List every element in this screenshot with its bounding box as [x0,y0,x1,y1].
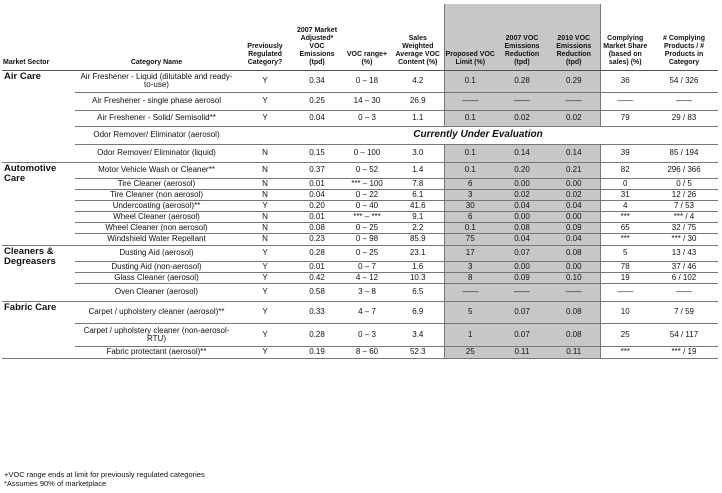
complying-count-cell: 0 / 5 [650,178,718,189]
category-name-cell: Air Freshener - single phase aerosol [75,92,238,110]
avg-voc-cell: 1.1 [392,110,444,126]
complying-count-cell: 54 / 117 [650,323,718,346]
reduction-2010-cell: 0.00 [548,261,600,272]
avg-voc-cell: 26.9 [392,92,444,110]
proposed-limit-cell: 6 [444,178,496,189]
regulated-cell: N [238,222,292,233]
reduction-2010-cell: 0.09 [548,222,600,233]
complying-count-cell: 29 / 83 [650,110,718,126]
voc-range-cell: 0 – 98 [342,233,392,245]
complying-count-cell: *** / 4 [650,211,718,222]
voc-2007-cell: 0.19 [292,346,342,358]
reduction-2007-cell: 0.00 [496,178,548,189]
voc-2007-cell: 0.04 [292,189,342,200]
table-row [2,144,718,162]
avg-voc-cell: 2.2 [392,222,444,233]
header-proposed-limit: Proposed VOC Limit (%) [444,4,496,70]
reduction-2010-cell: 0.02 [548,189,600,200]
table-row [2,301,718,323]
reduction-2007-cell: 0.04 [496,233,548,245]
voc-2007-cell: 0.15 [292,144,342,162]
proposed-limit-cell: 75 [444,233,496,245]
voc-2007-cell: 0.28 [292,245,342,261]
voc-2007-cell: 0.23 [292,233,342,245]
regulated-cell: N [238,144,292,162]
reduction-2010-cell: 0.04 [548,233,600,245]
avg-voc-cell: 10.3 [392,272,444,283]
proposed-limit-cell: 5 [444,301,496,323]
complying-count-cell: *** / 19 [650,346,718,358]
category-name-cell: Oven Cleaner (aerosol) [75,283,238,301]
voc-range-cell: 0 – 25 [342,245,392,261]
proposed-limit-cell: —— [444,92,496,110]
category-name-cell: Odor Remover/ Eliminator (aerosol) [75,126,238,144]
proposed-limit-cell: 8 [444,272,496,283]
avg-voc-cell: 7.8 [392,178,444,189]
table-row [2,70,718,92]
proposed-limit-cell: 0.1 [444,222,496,233]
header-category-name: Category Name [75,4,238,70]
regulated-cell: Y [238,110,292,126]
avg-voc-cell: 1.4 [392,162,444,178]
reduction-2007-cell: 0.11 [496,346,548,358]
voc-range-cell: 0 – 3 [342,110,392,126]
voc-2007-cell: 0.01 [292,211,342,222]
market-share-cell: 25 [600,323,650,346]
regulated-cell: N [238,211,292,222]
table-row [2,272,718,283]
voc-table-container [2,4,718,488]
under-evaluation-cell: Currently Under Evaluation [238,126,718,144]
voc-2007-cell: 0.28 [292,323,342,346]
market-share-cell: 65 [600,222,650,233]
voc-range-cell: *** – 100 [342,178,392,189]
avg-voc-cell: 3.4 [392,323,444,346]
proposed-limit-cell: 25 [444,346,496,358]
avg-voc-cell: 3.0 [392,144,444,162]
table-row [2,283,718,301]
table-row [2,189,718,200]
voc-2007-cell: 0.20 [292,200,342,211]
category-name-cell: Tire Cleaner (aerosol) [75,178,238,189]
table-row [2,126,718,144]
proposed-limit-cell: 6 [444,211,496,222]
category-name-cell: Carpet / upholstery cleaner (non-aerosol-RTU) [75,323,238,346]
complying-count-cell: 32 / 75 [650,222,718,233]
market-sector-cell: Automotive Care [2,162,75,245]
reduction-2010-cell: 0.00 [548,178,600,189]
reduction-2010-cell: 0.08 [548,245,600,261]
reduction-2007-cell: 0.07 [496,323,548,346]
table-row [2,162,718,178]
regulated-cell: Y [238,92,292,110]
proposed-limit-cell: 0.1 [444,70,496,92]
complying-count-cell: —— [650,92,718,110]
voc-2007-cell: 0.33 [292,301,342,323]
table-row [2,211,718,222]
complying-count-cell: 7 / 59 [650,301,718,323]
complying-count-cell: 54 / 326 [650,70,718,92]
category-name-cell: Wheel Cleaner (non aerosol) [75,222,238,233]
reduction-2010-cell: 0.29 [548,70,600,92]
reduction-2007-cell: 0.02 [496,189,548,200]
category-name-cell: Fabric protectant (aerosol)** [75,346,238,358]
header-reduction-2007: 2007 VOC Emissions Reduction (tpd) [496,4,548,70]
reduction-2010-cell: 0.00 [548,211,600,222]
regulated-cell: Y [238,272,292,283]
voc-range-cell: 14 – 30 [342,92,392,110]
avg-voc-cell: 9.1 [392,211,444,222]
avg-voc-cell: 52.3 [392,346,444,358]
market-share-cell: 36 [600,70,650,92]
reduction-2010-cell: 0.11 [548,346,600,358]
market-sector-cell: Fabric Care [2,301,75,358]
market-share-cell: 19 [600,272,650,283]
avg-voc-cell: 85.9 [392,233,444,245]
avg-voc-cell: 6.5 [392,283,444,301]
category-name-cell: Motor Vehicle Wash or Cleaner** [75,162,238,178]
market-share-cell: *** [600,211,650,222]
footnote-marketplace: *Assumes 90% of marketplace [4,479,107,488]
voc-range-cell: *** – *** [342,211,392,222]
regulated-cell: N [238,178,292,189]
reduction-2010-cell: 0.08 [548,323,600,346]
category-name-cell: Dusting Aid (non-aerosol) [75,261,238,272]
category-name-cell: Wheel Cleaner (aerosol) [75,211,238,222]
market-share-cell: 39 [600,144,650,162]
regulated-cell: Y [238,200,292,211]
complying-count-cell: 6 / 102 [650,272,718,283]
regulated-cell: Y [238,283,292,301]
voc-2007-cell: 0.42 [292,272,342,283]
voc-2007-cell: 0.34 [292,70,342,92]
proposed-limit-cell: 17 [444,245,496,261]
complying-count-cell: 7 / 53 [650,200,718,211]
avg-voc-cell: 1.6 [392,261,444,272]
table-row [2,222,718,233]
market-share-cell: *** [600,233,650,245]
complying-count-cell: —— [650,283,718,301]
avg-voc-cell: 23.1 [392,245,444,261]
table-row [2,245,718,261]
avg-voc-cell: 6.9 [392,301,444,323]
reduction-2007-cell: 0.14 [496,144,548,162]
header-reduction-2010: 2010 VOC Emissions Reduction (tpd) [548,4,600,70]
reduction-2010-cell: 0.21 [548,162,600,178]
table-row [2,200,718,211]
voc-2007-cell: 0.04 [292,110,342,126]
voc-range-cell: 0 – 40 [342,200,392,211]
voc-range-cell: 0 – 18 [342,70,392,92]
category-name-cell: Odor Remover/ Eliminator (liquid) [75,144,238,162]
category-name-cell: Air Freshener - Liquid (dilutable and ready-to-use) [75,70,238,92]
table-row [2,346,718,358]
voc-range-cell: 0 – 3 [342,323,392,346]
regulated-cell: N [238,189,292,200]
table-row [2,261,718,272]
proposed-limit-cell: 30 [444,200,496,211]
reduction-2007-cell: 0.00 [496,211,548,222]
reduction-2010-cell: 0.10 [548,272,600,283]
voc-2007-cell: 0.08 [292,222,342,233]
avg-voc-cell: 6.1 [392,189,444,200]
voc-range-cell: 0 – 25 [342,222,392,233]
voc-2007-cell: 0.01 [292,261,342,272]
avg-voc-cell: 41.6 [392,200,444,211]
market-share-cell: 4 [600,200,650,211]
market-sector-cell: Air Care [2,70,75,162]
reduction-2007-cell: —— [496,92,548,110]
complying-count-cell: 85 / 194 [650,144,718,162]
regulated-cell: Y [238,301,292,323]
proposed-limit-cell: —— [444,283,496,301]
reduction-2010-cell: —— [548,92,600,110]
table-row [2,178,718,189]
reduction-2010-cell: —— [548,283,600,301]
reduction-2007-cell: —— [496,283,548,301]
market-share-cell: —— [600,283,650,301]
complying-count-cell: 12 / 26 [650,189,718,200]
header-market-sector: Market Sector [2,4,75,70]
proposed-limit-cell: 0.1 [444,110,496,126]
reduction-2007-cell: 0.07 [496,245,548,261]
regulated-cell: Y [238,323,292,346]
reduction-2007-cell: 0.00 [496,261,548,272]
market-sector-cell: Cleaners & Degreasers [2,245,75,301]
header-regulated: Previously Regulated Category? [238,4,292,70]
complying-count-cell: 296 / 366 [650,162,718,178]
market-share-cell: 10 [600,301,650,323]
voc-range-cell: 4 – 7 [342,301,392,323]
proposed-limit-cell: 0.1 [444,144,496,162]
voc-range-cell: 4 – 12 [342,272,392,283]
complying-count-cell: *** / 30 [650,233,718,245]
reduction-2007-cell: 0.09 [496,272,548,283]
regulated-cell: N [238,162,292,178]
category-name-cell: Glass Cleaner (aerosol) [75,272,238,283]
header-voc-2007: 2007 Market Adjusted* VOC Emissions (tpd) [292,4,342,70]
reduction-2007-cell: 0.28 [496,70,548,92]
category-name-cell: Undercoating (aerosol)** [75,200,238,211]
proposed-limit-cell: 1 [444,323,496,346]
category-name-cell: Tire Cleaner (non aerosol) [75,189,238,200]
market-share-cell: 0 [600,178,650,189]
table-row [2,92,718,110]
market-share-cell: 31 [600,189,650,200]
reduction-2007-cell: 0.20 [496,162,548,178]
header-row [2,4,718,70]
proposed-limit-cell: 3 [444,189,496,200]
market-share-cell: 78 [600,261,650,272]
complying-count-cell: 37 / 46 [650,261,718,272]
footnote-voc-range: +VOC range ends at limit for previously regulated categories [4,470,205,479]
proposed-limit-cell: 3 [444,261,496,272]
regulated-cell: Y [238,261,292,272]
header-complying-count: # Complying Products / # Products in Category [650,4,718,70]
market-share-cell: —— [600,92,650,110]
voc-range-cell: 8 – 60 [342,346,392,358]
reduction-2010-cell: 0.02 [548,110,600,126]
reduction-2007-cell: 0.07 [496,301,548,323]
market-share-cell: *** [600,346,650,358]
voc-table [2,4,718,359]
category-name-cell: Carpet / upholstery cleaner (aerosol)** [75,301,238,323]
market-share-cell: 82 [600,162,650,178]
category-name-cell: Air Freshener - Solid/ Semisolid** [75,110,238,126]
reduction-2010-cell: 0.14 [548,144,600,162]
voc-range-cell: 0 – 100 [342,144,392,162]
market-share-cell: 5 [600,245,650,261]
header-avg-voc: Sales Weighted Average VOC Content (%) [392,4,444,70]
regulated-cell: Y [238,70,292,92]
voc-2007-cell: 0.01 [292,178,342,189]
voc-range-cell: 0 – 7 [342,261,392,272]
voc-2007-cell: 0.25 [292,92,342,110]
voc-2007-cell: 0.58 [292,283,342,301]
reduction-2007-cell: 0.02 [496,110,548,126]
category-name-cell: Dusting Aid (aerosol) [75,245,238,261]
reduction-2010-cell: 0.08 [548,301,600,323]
category-name-cell: Windshield Water Repellant [75,233,238,245]
avg-voc-cell: 4.2 [392,70,444,92]
header-market-share: Complying Market Share (based on sales) (%) [600,4,650,70]
voc-range-cell: 0 – 52 [342,162,392,178]
reduction-2007-cell: 0.08 [496,222,548,233]
footnotes [4,470,205,488]
reduction-2010-cell: 0.04 [548,200,600,211]
proposed-limit-cell: 0.1 [444,162,496,178]
regulated-cell: N [238,233,292,245]
table-row [2,110,718,126]
table-row [2,233,718,245]
table-row [2,323,718,346]
voc-range-cell: 0 – 22 [342,189,392,200]
regulated-cell: Y [238,346,292,358]
table-body [2,70,718,358]
voc-2007-cell: 0.37 [292,162,342,178]
reduction-2007-cell: 0.04 [496,200,548,211]
complying-count-cell: 13 / 43 [650,245,718,261]
header-voc-range: VOC range+ (%) [342,4,392,70]
regulated-cell: Y [238,245,292,261]
voc-range-cell: 3 – 8 [342,283,392,301]
market-share-cell: 79 [600,110,650,126]
